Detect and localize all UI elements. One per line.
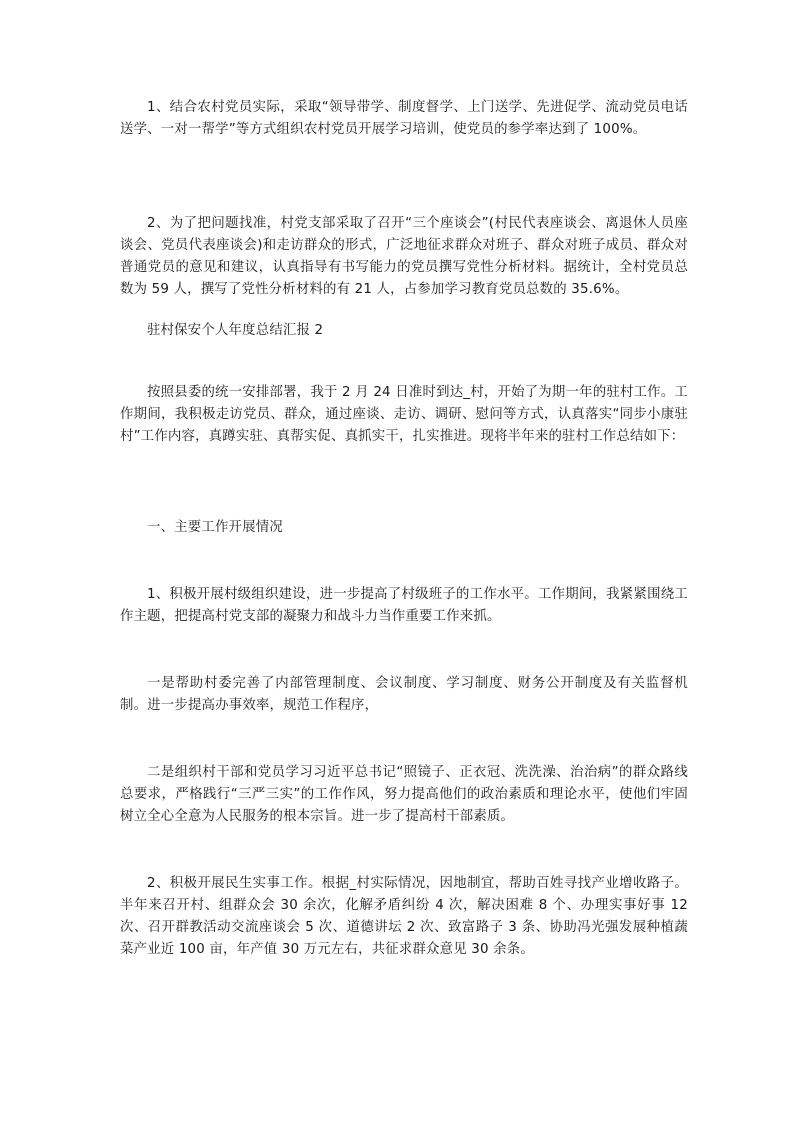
- paragraph-party-study: 二是组织村干部和党员学习习近平总书记“照镜子、正衣冠、洗洗澡、治治病”的群众路线总要求，严格践行“三严三实”的工作作风，努力提高他们的政治素质和理论水平，使他们牢固树立全心全意为人民服务的根本宗旨。进一步了提高村干部素质。: [120, 765, 688, 824]
- paragraph-livelihood-work: 2、积极开展民生实事工作。根据_村实际情况，因地制宜，帮助百姓寻找产业增收路子。半年来召开村、组群众会 30 余次，化解矛盾纠纷 4 次，解决困难 8 个、办理实事好事 12 次、召开群教活动交流座谈会 5 次、道德讲坛 2 次、致富路子 3 条、协助冯光强发展种植蔬菜产业近 100 亩，年产值 30 万元左右，共征求群众意见 30 余条。: [120, 876, 688, 957]
- section-title: 驻村保安个人年度总结汇报 2: [147, 323, 324, 338]
- paragraph-symposiums: 2、为了把问题找准，村党支部采取了召开“三个座谈会”(村民代表座谈会、离退休人员座谈会、党员代表座谈会)和走访群众的形式，广泛地征求群众对班子、群众对班子成员、群众对普通党员的意见和建议，认真指导有书写能力的党员撰写党性分析材料。据统计，全村党员总数为 59 人，撰写了党性分析材料的有 21 人，占参加学习教育党员总数的 35.6%。: [120, 216, 688, 297]
- paragraph-introduction: 按照县委的统一安排部署，我于 2 月 24 日准时到达_村，开始了为期一年的驻村工作。工作期间，我积极走访党员、群众，通过座谈、走访、调研、慰问等方式，认真落实“同步小康驻村”工作内容，真蹲实驻、真帮实促、真抓实干，扎实推进。现将半年来的驻村工作总结如下：: [120, 385, 688, 444]
- paragraph-management-systems: 一是帮助村委完善了内部管理制度、会议制度、学习制度、财务公开制度及有关监督机制。进一步提高办事效率，规范工作程序，: [120, 676, 688, 713]
- heading-main-work: 一、主要工作开展情况: [147, 520, 283, 535]
- paragraph-study-training: 1、结合农村党员实际，采取“领导带学、制度督学、上门送学、先进促学、流动党员电话送学、一对一帮学”等方式组织农村党员开展学习培训，使党员的参学率达到了 100%。: [120, 100, 688, 137]
- paragraph-organization-building: 1、积极开展村级组织建设，进一步提高了村级班子的工作水平。工作期间，我紧紧围绕工作主题，把提高村党支部的凝聚力和战斗力当作重要工作来抓。: [120, 587, 688, 624]
